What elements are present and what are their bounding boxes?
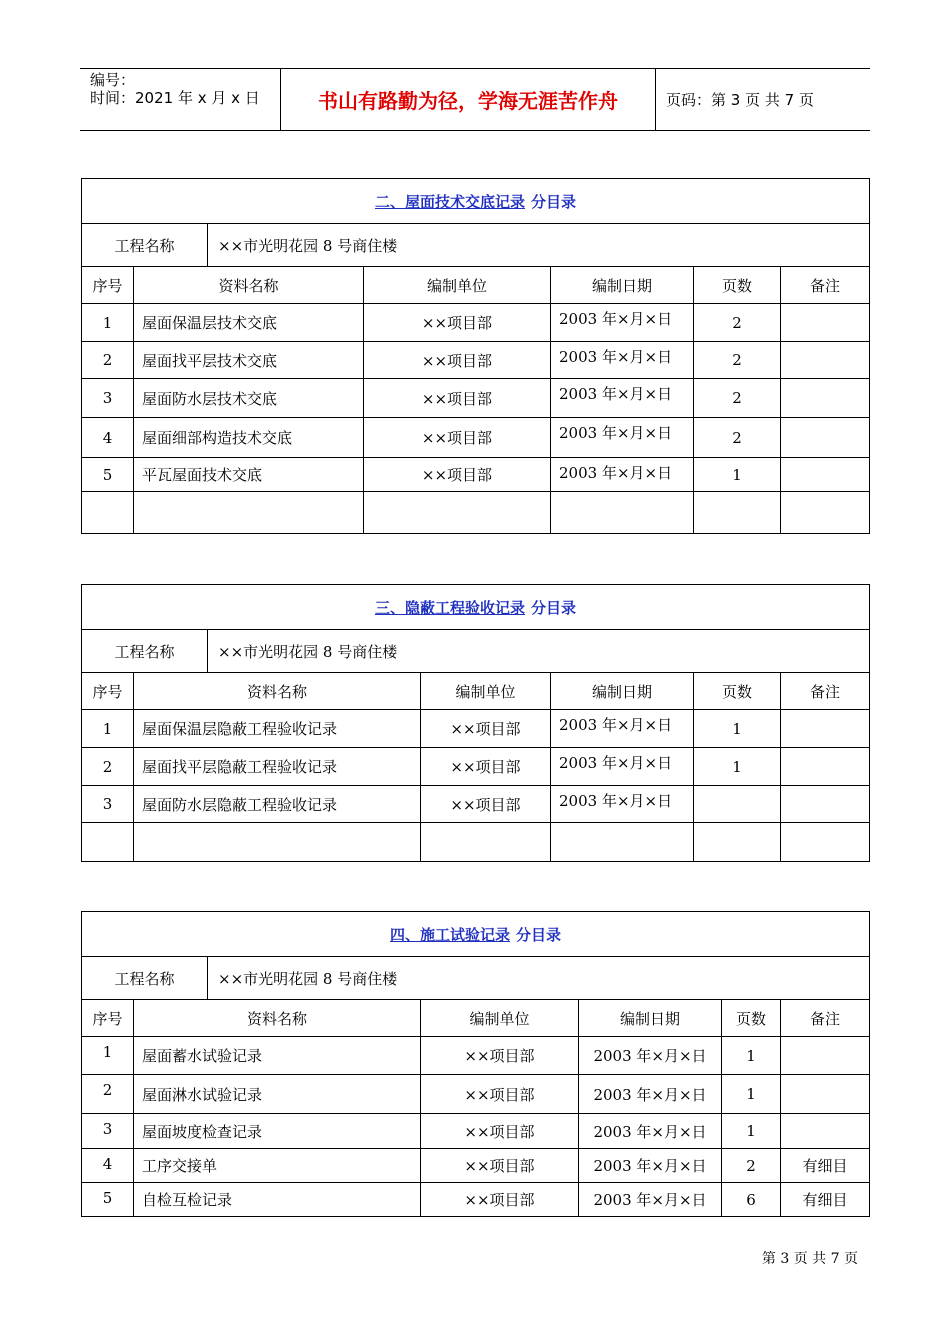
col-header-no: 序号 <box>82 673 134 710</box>
row-name: 屋面保温层隐蔽工程验收记录 <box>134 710 421 748</box>
row-name: 屋面坡度检查记录 <box>134 1114 421 1149</box>
row-no: 5 <box>82 1183 134 1217</box>
row-pages: 1 <box>694 710 781 748</box>
row-no: 2 <box>82 748 134 786</box>
row-no: 4 <box>82 418 134 458</box>
col-header-no: 序号 <box>82 267 134 304</box>
row-no: 1 <box>82 710 134 748</box>
row-remark <box>781 1037 870 1075</box>
table-row <box>82 304 870 342</box>
row-remark <box>781 458 870 492</box>
col-header-date: 编制日期 <box>551 673 694 710</box>
col-header-pages: 页数 <box>694 673 781 710</box>
row-date: 2003 年×月×日 <box>551 748 694 786</box>
row-date: 2003 年×月×日 <box>579 1183 722 1217</box>
row-name: 屋面找平层隐蔽工程验收记录 <box>134 748 421 786</box>
row-remark <box>781 1075 870 1114</box>
section-subtitle: 分目录 <box>516 925 562 944</box>
row-date: 2003 年×月×日 <box>579 1114 722 1149</box>
col-header-date: 编制日期 <box>579 1000 722 1037</box>
row-remark: 有细目 <box>781 1149 870 1183</box>
table-row <box>82 1037 870 1075</box>
col-header-date: 编制日期 <box>551 267 694 304</box>
section-table-concealed-works <box>81 584 870 862</box>
col-header-name: 资料名称 <box>134 267 364 304</box>
row-no: 2 <box>82 342 134 379</box>
col-header-pages: 页数 <box>722 1000 781 1037</box>
row-unit: ××项目部 <box>364 418 551 458</box>
row-unit: ××项目部 <box>421 1149 579 1183</box>
row-no: 3 <box>82 1114 134 1149</box>
row-pages: 6 <box>722 1183 781 1217</box>
project-label: 工程名称 <box>82 957 208 1000</box>
col-header-remark: 备注 <box>781 1000 870 1037</box>
row-name: 屋面细部构造技术交底 <box>134 418 364 458</box>
row-unit: ××项目部 <box>364 342 551 379</box>
section-title <box>82 179 870 224</box>
row-no: 4 <box>82 1149 134 1183</box>
row-date: 2003 年×月×日 <box>551 458 694 492</box>
row-unit: ××项目部 <box>421 1114 579 1149</box>
row-remark: 有细目 <box>781 1183 870 1217</box>
table-row <box>82 418 870 458</box>
row-pages: 1 <box>722 1114 781 1149</box>
table-row <box>82 1183 870 1217</box>
col-header-unit: 编制单位 <box>364 267 551 304</box>
row-pages: 1 <box>694 748 781 786</box>
row-remark <box>781 748 870 786</box>
row-unit: ××项目部 <box>364 304 551 342</box>
table-row <box>82 748 870 786</box>
row-unit: ××项目部 <box>421 1075 579 1114</box>
project-name: ××市光明花园 8 号商住楼 <box>208 630 870 673</box>
row-date: 2003 年×月×日 <box>579 1075 722 1114</box>
table-row-empty <box>82 492 870 534</box>
header-meta <box>80 69 281 130</box>
section-title <box>82 585 870 630</box>
row-unit: ××项目部 <box>421 710 551 748</box>
row-no: 2 <box>82 1075 134 1114</box>
row-remark <box>781 710 870 748</box>
row-name: 工序交接单 <box>134 1149 421 1183</box>
row-pages: 2 <box>694 418 781 458</box>
project-name: ××市光明花园 8 号商住楼 <box>208 224 870 267</box>
row-pages: 2 <box>722 1149 781 1183</box>
row-date: 2003 年×月×日 <box>579 1037 722 1075</box>
project-name: ××市光明花园 8 号商住楼 <box>208 957 870 1000</box>
row-remark <box>781 379 870 418</box>
section-title-link[interactable]: 四、施工试验记录 <box>390 925 511 944</box>
table-row <box>82 458 870 492</box>
row-date: 2003 年×月×日 <box>551 786 694 823</box>
row-name: 平瓦屋面技术交底 <box>134 458 364 492</box>
row-unit: ××项目部 <box>421 1183 579 1217</box>
row-pages: 2 <box>694 342 781 379</box>
row-pages: 1 <box>694 458 781 492</box>
col-header-unit: 编制单位 <box>421 1000 579 1037</box>
row-no: 1 <box>82 1037 134 1075</box>
row-name: 屋面找平层技术交底 <box>134 342 364 379</box>
page-footer: 第 3 页 共 7 页 <box>761 1251 858 1267</box>
row-remark <box>781 342 870 379</box>
table-row <box>82 786 870 823</box>
table-row <box>82 1114 870 1149</box>
row-date: 2003 年×月×日 <box>551 304 694 342</box>
header-page-info: 页码：第 3 页 共 7 页 <box>666 91 814 109</box>
col-header-name: 资料名称 <box>134 1000 421 1037</box>
table-row <box>82 1149 870 1183</box>
section-table-construction-tests <box>81 911 870 1217</box>
col-header-pages: 页数 <box>694 267 781 304</box>
row-date: 2003 年×月×日 <box>579 1149 722 1183</box>
row-no: 3 <box>82 786 134 823</box>
row-name: 自检互检记录 <box>134 1183 421 1217</box>
row-name: 屋面保温层技术交底 <box>134 304 364 342</box>
row-no: 3 <box>82 379 134 418</box>
section-subtitle: 分目录 <box>531 192 577 211</box>
table-row <box>82 342 870 379</box>
row-no: 5 <box>82 458 134 492</box>
section-title-link[interactable]: 三、隐蔽工程验收记录 <box>374 598 525 617</box>
row-unit: ××项目部 <box>421 786 551 823</box>
row-remark <box>781 1114 870 1149</box>
row-name: 屋面防水层隐蔽工程验收记录 <box>134 786 421 823</box>
row-pages: 2 <box>694 379 781 418</box>
row-name: 屋面防水层技术交底 <box>134 379 364 418</box>
row-pages <box>694 786 781 823</box>
row-remark <box>781 418 870 458</box>
header-motto: 书山有路勤为径，学海无涯苦作舟 <box>281 69 656 130</box>
serial-label: 编号： <box>90 71 136 89</box>
table-row <box>82 379 870 418</box>
section-table-roof-technical <box>81 178 870 534</box>
page-header <box>80 68 870 131</box>
table-row-empty <box>82 823 870 862</box>
row-unit: ××项目部 <box>421 748 551 786</box>
row-pages: 1 <box>722 1075 781 1114</box>
row-date: 2003 年×月×日 <box>551 418 694 458</box>
row-name: 屋面淋水试验记录 <box>134 1075 421 1114</box>
row-pages: 2 <box>694 304 781 342</box>
row-date: 2003 年×月×日 <box>551 342 694 379</box>
col-header-no: 序号 <box>82 1000 134 1037</box>
row-remark <box>781 786 870 823</box>
col-header-remark: 备注 <box>781 267 870 304</box>
project-label: 工程名称 <box>82 224 208 267</box>
col-header-remark: 备注 <box>781 673 870 710</box>
project-label: 工程名称 <box>82 630 208 673</box>
row-no: 1 <box>82 304 134 342</box>
row-pages: 1 <box>722 1037 781 1075</box>
section-subtitle: 分目录 <box>531 598 577 617</box>
row-date: 2003 年×月×日 <box>551 710 694 748</box>
row-date: 2003 年×月×日 <box>551 379 694 418</box>
col-header-unit: 编制单位 <box>421 673 551 710</box>
table-row <box>82 710 870 748</box>
row-remark <box>781 304 870 342</box>
col-header-name: 资料名称 <box>134 673 421 710</box>
section-title <box>82 912 870 957</box>
row-unit: ××项目部 <box>364 458 551 492</box>
row-unit: ××项目部 <box>421 1037 579 1075</box>
row-name: 屋面蓄水试验记录 <box>134 1037 421 1075</box>
time-label: 时间：2021 年 x 月 x 日 <box>90 89 260 107</box>
table-row <box>82 1075 870 1114</box>
section-title-link[interactable]: 二、屋面技术交底记录 <box>374 192 525 211</box>
row-unit: ××项目部 <box>364 379 551 418</box>
